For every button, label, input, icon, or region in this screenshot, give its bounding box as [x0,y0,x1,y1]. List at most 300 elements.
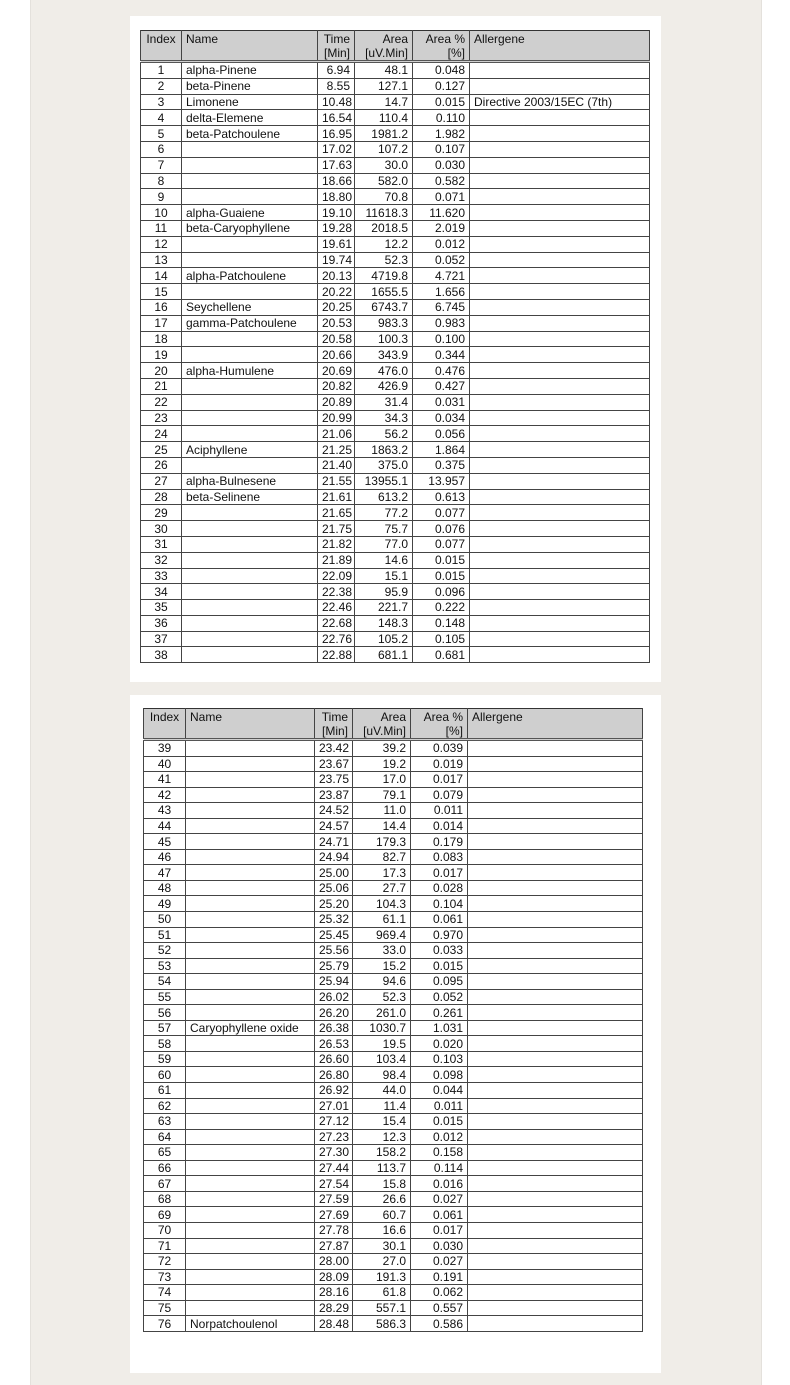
cell-time: 21.06 [318,426,355,442]
cell-time: 23.87 [315,787,353,803]
cell-name [186,1129,315,1145]
cell-time: 27.23 [315,1129,353,1145]
cell-allergene [470,584,650,600]
table-row [144,803,643,819]
cell-name [186,849,315,865]
cell-area: 104.3 [353,896,411,912]
table-row [141,568,650,584]
cell-area: 79.1 [353,787,411,803]
table-row [141,62,650,79]
cell-time: 20.82 [318,378,355,394]
cell-area: 221.7 [355,600,413,616]
table-row [141,410,650,426]
header-area: Area [uV.Min] [353,709,411,740]
cell-time: 23.75 [315,772,353,788]
cell-index: 7 [141,157,182,173]
cell-allergene [468,740,643,757]
cell-name: alpha-Patchoulene [182,268,318,284]
cell-time: 22.88 [318,647,355,663]
cell-index: 10 [141,205,182,221]
cell-time: 20.22 [318,284,355,300]
table-row [144,1005,643,1021]
cell-allergene [470,410,650,426]
cell-time: 22.09 [318,568,355,584]
cell-name [186,1285,315,1301]
cell-index: 66 [144,1160,186,1176]
table-row [144,1176,643,1192]
cell-area: 1655.5 [355,284,413,300]
cell-index: 70 [144,1222,186,1238]
cell-index: 15 [141,284,182,300]
table-row [141,268,650,284]
cell-name [182,378,318,394]
cell-index: 68 [144,1191,186,1207]
table-row [141,220,650,236]
cell-area-pct: 0.020 [411,1036,468,1052]
cell-allergene [468,1300,643,1316]
cell-name: alpha-Pinene [182,62,318,79]
table-row [141,252,650,268]
cell-area: 158.2 [353,1145,411,1161]
cell-index: 69 [144,1207,186,1223]
cell-index: 73 [144,1269,186,1285]
cell-allergene [468,989,643,1005]
cell-area: 75.7 [355,521,413,537]
cell-index: 24 [141,426,182,442]
cell-allergene [470,426,650,442]
cell-index: 17 [141,315,182,331]
table-row [141,536,650,552]
cell-area-pct: 0.015 [411,1114,468,1130]
table-row [141,126,650,142]
cell-index: 35 [141,600,182,616]
cell-allergene [470,236,650,252]
cell-allergene [470,442,650,458]
table-row [144,834,643,850]
cell-allergene [470,505,650,521]
report-page-1 [130,16,661,682]
cell-area: 52.3 [355,252,413,268]
cell-area-pct: 0.110 [413,110,470,126]
cell-area-pct: 0.427 [413,378,470,394]
cell-name [182,284,318,300]
cell-name: Limonene [182,94,318,110]
cell-area: 27.0 [353,1254,411,1270]
cell-name [182,631,318,647]
cell-name [182,236,318,252]
cell-area-pct: 0.582 [413,173,470,189]
cell-area: 148.3 [355,615,413,631]
cell-area-pct: 0.015 [411,958,468,974]
cell-name [182,584,318,600]
cell-name [186,974,315,990]
cell-area: 127.1 [355,78,413,94]
cell-index: 3 [141,94,182,110]
cell-time: 25.00 [315,865,353,881]
cell-area: 179.3 [353,834,411,850]
cell-index: 71 [144,1238,186,1254]
cell-time: 20.99 [318,410,355,426]
table-row [141,505,650,521]
cell-name [182,141,318,157]
cell-index: 57 [144,1020,186,1036]
cell-time: 19.61 [318,236,355,252]
table-row [141,110,650,126]
cell-name [182,457,318,473]
cell-name [186,1254,315,1270]
table-row [141,189,650,205]
cell-area-pct: 0.011 [411,803,468,819]
cell-index: 16 [141,299,182,315]
cell-allergene [468,880,643,896]
cell-time: 26.80 [315,1067,353,1083]
cell-area: 261.0 [353,1005,411,1021]
cell-time: 18.80 [318,189,355,205]
cell-area: 44.0 [353,1083,411,1099]
cell-allergene: Directive 2003/15EC (7th) [470,94,650,110]
cell-area: 107.2 [355,141,413,157]
cell-name: delta-Elemene [182,110,318,126]
table-row [144,1300,643,1316]
cell-index: 45 [144,834,186,850]
cell-area-pct: 0.015 [413,568,470,584]
gc-results-table-1 [140,30,650,663]
cell-allergene [470,157,650,173]
cell-index: 26 [141,457,182,473]
cell-index: 28 [141,489,182,505]
cell-time: 27.54 [315,1176,353,1192]
cell-area: 14.6 [355,552,413,568]
cell-area-pct: 0.586 [411,1316,468,1332]
cell-time: 20.89 [318,394,355,410]
cell-allergene [468,974,643,990]
cell-area: 61.8 [353,1285,411,1301]
cell-name [182,331,318,347]
cell-area-pct: 0.015 [413,94,470,110]
cell-time: 25.06 [315,880,353,896]
gc-results-table-2 [143,708,643,1332]
cell-index: 72 [144,1254,186,1270]
table-row [144,1254,643,1270]
cell-allergene [470,615,650,631]
cell-name [186,1176,315,1192]
cell-index: 76 [144,1316,186,1332]
cell-time: 6.94 [318,62,355,79]
cell-name: Aciphyllene [182,442,318,458]
cell-time: 16.95 [318,126,355,142]
header-area-pct: Area % [%] [411,709,468,740]
cell-allergene [468,1020,643,1036]
cell-name [186,740,315,757]
cell-area: 613.2 [355,489,413,505]
cell-area-pct: 0.096 [413,584,470,600]
cell-allergene [468,787,643,803]
cell-area-pct: 11.620 [413,205,470,221]
cell-index: 74 [144,1285,186,1301]
cell-name [182,252,318,268]
cell-name [186,772,315,788]
table-row [141,552,650,568]
cell-time: 24.71 [315,834,353,850]
cell-allergene [470,331,650,347]
cell-time: 10.48 [318,94,355,110]
cell-allergene [468,958,643,974]
cell-allergene [468,943,643,959]
cell-area-pct: 1.982 [413,126,470,142]
cell-name [186,1145,315,1161]
cell-area: 52.3 [353,989,411,1005]
cell-area: 56.2 [355,426,413,442]
cell-allergene [468,818,643,834]
table-row [144,943,643,959]
table-row [144,1067,643,1083]
table-row [144,1269,643,1285]
cell-index: 13 [141,252,182,268]
table-row [141,299,650,315]
cell-index: 36 [141,615,182,631]
cell-name [186,1207,315,1223]
cell-allergene [470,141,650,157]
cell-name [186,803,315,819]
cell-area-pct: 0.970 [411,927,468,943]
table-row [141,347,650,363]
cell-name [186,896,315,912]
cell-time: 25.79 [315,958,353,974]
table-row [144,1222,643,1238]
cell-area: 16.6 [353,1222,411,1238]
cell-index: 55 [144,989,186,1005]
cell-index: 52 [144,943,186,959]
cell-area: 11618.3 [355,205,413,221]
cell-index: 25 [141,442,182,458]
cell-area-pct: 0.033 [411,943,468,959]
table-row [144,880,643,896]
cell-name: alpha-Guaiene [182,205,318,221]
table-row [141,426,650,442]
cell-index: 37 [141,631,182,647]
cell-index: 59 [144,1051,186,1067]
cell-time: 20.69 [318,363,355,379]
cell-allergene [468,1098,643,1114]
table-row [144,865,643,881]
cell-index: 31 [141,536,182,552]
cell-name [182,410,318,426]
cell-index: 54 [144,974,186,990]
cell-time: 22.68 [318,615,355,631]
cell-name [186,989,315,1005]
table-row [141,521,650,537]
cell-time: 17.02 [318,141,355,157]
cell-allergene [470,126,650,142]
cell-allergene [468,849,643,865]
cell-index: 63 [144,1114,186,1130]
cell-time: 27.44 [315,1160,353,1176]
cell-area: 14.7 [355,94,413,110]
cell-time: 26.60 [315,1051,353,1067]
cell-index: 51 [144,927,186,943]
cell-allergene [470,268,650,284]
cell-allergene [468,1269,643,1285]
table-row [144,1098,643,1114]
cell-area: 11.0 [353,803,411,819]
table-header-row [141,31,650,62]
cell-area-pct: 0.158 [411,1145,468,1161]
cell-area: 77.0 [355,536,413,552]
cell-index: 20 [141,363,182,379]
cell-area-pct: 0.027 [411,1191,468,1207]
cell-area-pct: 0.028 [411,880,468,896]
cell-allergene [470,647,650,663]
cell-name: Norpatchoulenol [186,1316,315,1332]
cell-area: 343.9 [355,347,413,363]
cell-time: 27.69 [315,1207,353,1223]
cell-area: 17.0 [353,772,411,788]
cell-area-pct: 0.983 [413,315,470,331]
cell-time: 23.67 [315,756,353,772]
report-page-2 [130,695,661,1373]
table-row [144,912,643,928]
cell-time: 27.01 [315,1098,353,1114]
cell-time: 28.29 [315,1300,353,1316]
cell-area-pct: 0.044 [411,1083,468,1099]
cell-area-pct: 0.107 [413,141,470,157]
cell-name [186,787,315,803]
cell-name [182,568,318,584]
cell-index: 53 [144,958,186,974]
cell-area-pct: 0.077 [413,536,470,552]
cell-area: 15.1 [355,568,413,584]
cell-index: 14 [141,268,182,284]
cell-area-pct: 0.222 [413,600,470,616]
cell-area: 26.6 [353,1191,411,1207]
cell-area: 15.8 [353,1176,411,1192]
cell-allergene [470,552,650,568]
cell-index: 65 [144,1145,186,1161]
table-row [144,927,643,943]
cell-area: 27.7 [353,880,411,896]
cell-allergene [470,568,650,584]
cell-index: 34 [141,584,182,600]
cell-time: 21.89 [318,552,355,568]
cell-area: 15.2 [353,958,411,974]
header-allergene: Allergene [470,31,650,62]
cell-index: 29 [141,505,182,521]
table-row [141,205,650,221]
cell-index: 62 [144,1098,186,1114]
cell-area-pct: 0.056 [413,426,470,442]
cell-name [182,173,318,189]
cell-area-pct: 0.017 [411,772,468,788]
cell-allergene [468,927,643,943]
cell-time: 24.57 [315,818,353,834]
cell-time: 19.74 [318,252,355,268]
cell-index: 67 [144,1176,186,1192]
cell-index: 50 [144,912,186,928]
cell-area-pct: 0.015 [413,552,470,568]
table-row [144,974,643,990]
cell-index: 58 [144,1036,186,1052]
table-row [144,1020,643,1036]
cell-name [182,600,318,616]
cell-area: 191.3 [353,1269,411,1285]
cell-index: 42 [144,787,186,803]
cell-time: 27.87 [315,1238,353,1254]
cell-area-pct: 6.745 [413,299,470,315]
table-row [144,1207,643,1223]
cell-area: 582.0 [355,173,413,189]
cell-area-pct: 0.103 [411,1051,468,1067]
cell-area: 110.4 [355,110,413,126]
cell-name [182,157,318,173]
cell-time: 22.76 [318,631,355,647]
header-index: Index [144,709,186,740]
cell-area: 70.8 [355,189,413,205]
cell-allergene [468,896,643,912]
cell-area: 14.4 [353,818,411,834]
cell-area: 33.0 [353,943,411,959]
table-row [144,958,643,974]
cell-time: 20.66 [318,347,355,363]
table-row [144,1114,643,1130]
cell-index: 75 [144,1300,186,1316]
cell-name [182,536,318,552]
cell-area: 2018.5 [355,220,413,236]
cell-allergene [468,1191,643,1207]
cell-index: 12 [141,236,182,252]
table-row [141,315,650,331]
cell-allergene [470,631,650,647]
cell-name [186,1191,315,1207]
cell-time: 20.58 [318,331,355,347]
cell-area-pct: 0.014 [411,818,468,834]
cell-name [186,756,315,772]
cell-allergene [468,1316,643,1332]
cell-name: Caryophyllene oxide [186,1020,315,1036]
table-row [144,1238,643,1254]
cell-name [182,189,318,205]
cell-area-pct: 0.105 [413,631,470,647]
cell-name: alpha-Bulnesene [182,473,318,489]
cell-name [186,880,315,896]
cell-allergene [468,1160,643,1176]
cell-time: 8.55 [318,78,355,94]
cell-name [186,1114,315,1130]
cell-time: 19.28 [318,220,355,236]
table-row [141,236,650,252]
cell-area-pct: 0.077 [413,505,470,521]
table-row [141,331,650,347]
cell-time: 20.25 [318,299,355,315]
cell-allergene [468,1222,643,1238]
cell-name: beta-Patchoulene [182,126,318,142]
cell-name [182,521,318,537]
table-row [141,363,650,379]
cell-area-pct: 0.261 [411,1005,468,1021]
cell-area: 19.2 [353,756,411,772]
cell-time: 25.94 [315,974,353,990]
cell-name [186,1222,315,1238]
cell-name: Seychellene [182,299,318,315]
cell-index: 5 [141,126,182,142]
cell-name: beta-Caryophyllene [182,220,318,236]
cell-allergene [470,394,650,410]
table-row [144,1051,643,1067]
cell-area-pct: 0.127 [413,78,470,94]
header-area: Area [uV.Min] [355,31,413,62]
header-index: Index [141,31,182,62]
cell-index: 40 [144,756,186,772]
cell-area: 6743.7 [355,299,413,315]
